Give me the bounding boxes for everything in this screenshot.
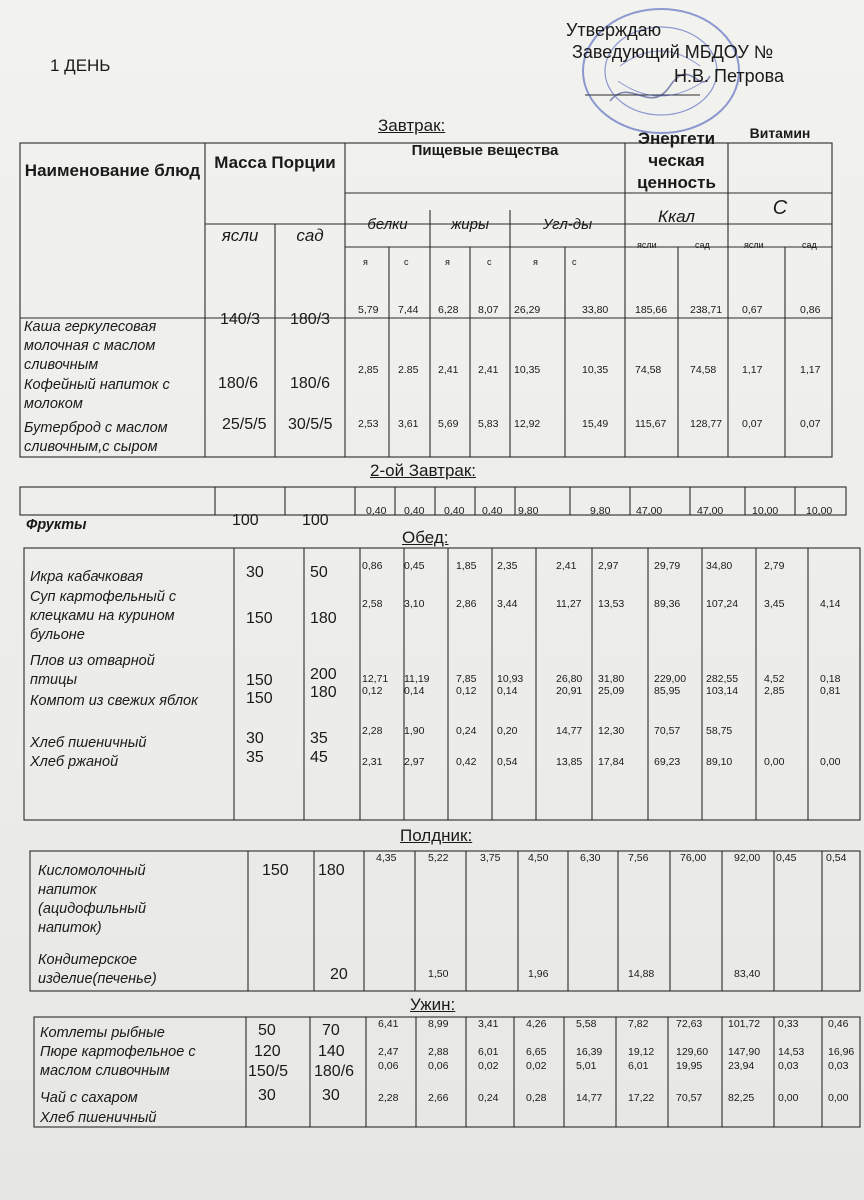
cell-fats-garden: 2,35 xyxy=(497,560,518,572)
cell-proteins-garden: 5,22 xyxy=(428,852,449,864)
header-kcal: Ккал xyxy=(658,207,695,226)
cell-kcal-nursery: 70,57 xyxy=(654,725,681,737)
cell-vitc-garden: 0,00 xyxy=(828,1092,849,1104)
cell-proteins-garden: 0,40 xyxy=(404,505,425,517)
cell-fats-nursery: 7,85 xyxy=(456,673,477,685)
cell-carbs-nursery: 12,92 xyxy=(514,418,541,430)
cell-fats-nursery: 2,41 xyxy=(438,364,459,376)
cell-carbs-nursery: 26,80 xyxy=(556,673,583,685)
cell-carbs-nursery: 6,30 xyxy=(580,852,601,864)
approval-line-1: Утверждаю xyxy=(566,20,662,40)
mass-garden: 30 xyxy=(322,1087,340,1104)
cell-carbs-garden: 33,80 xyxy=(582,304,609,316)
cell-proteins-nursery: 0,06 xyxy=(378,1060,399,1072)
subheader-nursery: ясли xyxy=(637,240,657,250)
cell-proteins-nursery: 2,28 xyxy=(362,725,383,737)
cell-proteins-garden: 3,61 xyxy=(398,418,419,430)
cell-proteins-nursery: 0,86 xyxy=(362,560,383,572)
cell-proteins-garden: 11,19 xyxy=(404,673,430,685)
cell-kcal-nursery: 29,79 xyxy=(654,560,681,572)
cell-kcal-nursery: 229,00 xyxy=(654,673,687,685)
cell-vitc-nursery: 4,52 xyxy=(764,673,785,685)
cell-fats-nursery: 6,28 xyxy=(438,304,459,316)
cell-fats-nursery: 0,40 xyxy=(444,505,465,517)
cell-fats-garden: 0,28 xyxy=(526,1092,547,1104)
cell-vitc-garden: 0,86 xyxy=(800,304,821,316)
mass-garden: 180 xyxy=(318,862,345,879)
cell-fats-garden: 6,65 xyxy=(526,1046,547,1058)
cell-vitc-nursery: 14,53 xyxy=(778,1046,805,1058)
header-carbs: Угл-ды xyxy=(542,216,593,233)
cell-vitc-garden: 16,96 xyxy=(828,1046,855,1058)
cell-proteins-nursery: 2,47 xyxy=(378,1046,399,1058)
section-snack: Полдник: xyxy=(400,826,473,845)
cell-vitc-nursery: 3,45 xyxy=(764,598,785,610)
subheader-s: с xyxy=(487,257,492,267)
cell-vitc-garden: 0,46 xyxy=(828,1018,849,1030)
dish-name: Пюре картофельное с маслом сливочным xyxy=(40,1044,196,1079)
cell-carbs-garden: 31,80 xyxy=(598,673,625,685)
cell-carbs-garden: 7,82 xyxy=(628,1018,649,1030)
mass-garden: 140 xyxy=(318,1043,345,1060)
cell-proteins-nursery: 0,12 xyxy=(362,685,383,697)
cell-proteins-garden: 7,44 xyxy=(398,304,419,316)
cell-carbs-nursery: 5,58 xyxy=(576,1018,597,1030)
dish-name: Суп картофельный с клецками на курином бульоне xyxy=(30,589,177,643)
dish-name: Хлеб пшеничный xyxy=(30,735,147,751)
dish-name: Хлеб пшеничный xyxy=(40,1110,157,1126)
cell-vitc-garden: 0,07 xyxy=(800,418,821,430)
cell-carbs-garden: 6,01 xyxy=(628,1060,649,1072)
section-dinner: Ужин: xyxy=(410,995,456,1014)
cell-proteins-garden: 0,14 xyxy=(404,685,425,697)
mass-garden: 70 xyxy=(322,1022,340,1039)
cell-fats-garden: 4,50 xyxy=(528,852,549,864)
cell-fats-garden: 0,54 xyxy=(497,756,518,768)
mass-nursery: 25/5/5 xyxy=(222,416,267,433)
cell-proteins-garden: 0,06 xyxy=(428,1060,449,1072)
cell-proteins-nursery: 6,41 xyxy=(378,1018,399,1030)
cell-fats-garden: 0,40 xyxy=(482,505,503,517)
mass-garden: 45 xyxy=(310,749,328,766)
cell-kcal-nursery: 69,23 xyxy=(654,756,681,768)
section-breakfast2: 2-ой Завтрак: xyxy=(370,461,477,480)
header-vit-c: С xyxy=(772,197,788,219)
cell-carbs-garden: 10,35 xyxy=(582,364,609,376)
cell-fats-nursery: 0,24 xyxy=(478,1092,499,1104)
header-dish-name: Наименование блюд xyxy=(24,161,201,180)
cell-kcal-nursery: 76,00 xyxy=(680,852,707,864)
mass-nursery: 30 xyxy=(258,1087,276,1104)
cell-fats-garden: 2,41 xyxy=(478,364,499,376)
cell-kcal-nursery: 72,63 xyxy=(676,1018,703,1030)
mass-garden: 180/6 xyxy=(314,1063,355,1080)
dish-name: Плов из отварной птицы xyxy=(30,653,155,688)
cell-fats-nursery: 6,01 xyxy=(478,1046,499,1058)
cell-fats-nursery: 5,69 xyxy=(438,418,459,430)
cell-fats-nursery: 0,02 xyxy=(478,1060,499,1072)
mass-garden: 35 xyxy=(310,730,328,747)
cell-carbs-nursery: 11,27 xyxy=(556,598,582,610)
cell-fats-nursery: 0,24 xyxy=(456,725,477,737)
cell-fats-garden: 1,96 xyxy=(528,968,549,980)
cell-kcal-garden: 101,72 xyxy=(728,1018,761,1030)
mass-nursery: 150/5 xyxy=(248,1063,289,1080)
cell-proteins-nursery: 2,53 xyxy=(358,418,379,430)
mass-garden: 30/5/5 xyxy=(288,416,333,433)
cell-vitc-nursery: 1,17 xyxy=(742,364,763,376)
dish-name: Чай с сахаром xyxy=(40,1090,138,1106)
mass-garden: 20 xyxy=(330,966,348,983)
cell-kcal-garden: 34,80 xyxy=(706,560,733,572)
cell-proteins-garden: 1,50 xyxy=(428,968,449,980)
header-nursery: ясли xyxy=(221,226,259,245)
cell-carbs-garden: 17,22 xyxy=(628,1092,655,1104)
mass-nursery: 30 xyxy=(246,730,264,747)
cell-fats-garden: 0,14 xyxy=(497,685,518,697)
cell-proteins-garden: 2,88 xyxy=(428,1046,449,1058)
mass-garden: 180/6 xyxy=(290,375,331,392)
cell-vitc-nursery: 0,67 xyxy=(742,304,763,316)
cell-kcal-garden: 147,90 xyxy=(728,1046,761,1058)
cell-kcal-garden: 107,24 xyxy=(706,598,739,610)
cell-vitc-nursery: 0,03 xyxy=(778,1060,799,1072)
header-proteins: белки xyxy=(367,216,408,233)
cell-vitc-garden: 4,14 xyxy=(820,598,841,610)
subheader-garden: сад xyxy=(695,240,710,250)
cell-kcal-garden: 58,75 xyxy=(706,725,733,737)
mass-garden: 50 xyxy=(310,564,328,581)
cell-kcal-garden: 23,94 xyxy=(728,1060,755,1072)
mass-nursery: 35 xyxy=(246,749,264,766)
header-fats: жиры xyxy=(450,216,490,233)
cell-kcal-garden: 103,14 xyxy=(706,685,739,697)
header-mass: Масса Порции xyxy=(214,153,336,172)
mass-garden: 180 xyxy=(310,610,337,627)
cell-kcal-nursery: 70,57 xyxy=(676,1092,703,1104)
cell-kcal-nursery: 19,95 xyxy=(676,1060,703,1072)
cell-vitc-nursery: 2,85 xyxy=(764,685,785,697)
cell-proteins-garden: 2,66 xyxy=(428,1092,449,1104)
subheader-s: с xyxy=(404,257,409,267)
cell-fats-garden: 5,83 xyxy=(478,418,499,430)
cell-carbs-garden: 2,97 xyxy=(598,560,619,572)
dish-name: Котлеты рыбные xyxy=(40,1025,165,1041)
header-garden: сад xyxy=(296,226,324,245)
cell-kcal-garden: 82,25 xyxy=(728,1092,755,1104)
mass-nursery: 50 xyxy=(258,1022,276,1039)
cell-proteins-nursery: 0,40 xyxy=(366,505,387,517)
cell-proteins-garden: 8,99 xyxy=(428,1018,449,1030)
cell-carbs-nursery: 9,80 xyxy=(518,505,539,517)
dish-name: Фрукты xyxy=(26,517,87,533)
approval-line-3: Н.В. Петрова xyxy=(674,66,784,86)
cell-fats-garden: 8,07 xyxy=(478,304,499,316)
subheader-ya: я xyxy=(533,257,538,267)
cell-vitc-nursery: 0,00 xyxy=(764,756,785,768)
mass-nursery: 150 xyxy=(246,690,273,707)
mass-nursery: 100 xyxy=(232,512,259,529)
mass-nursery: 150 xyxy=(262,862,289,879)
dish-name: Икра кабачковая xyxy=(30,569,144,585)
cell-carbs-garden: 17,84 xyxy=(598,756,625,768)
cell-vitc-garden: 0,18 xyxy=(820,673,841,685)
cell-vitc-nursery: 0,45 xyxy=(776,852,797,864)
cell-proteins-garden: 1,90 xyxy=(404,725,425,737)
cell-carbs-garden: 25,09 xyxy=(598,685,625,697)
cell-carbs-nursery: 10,35 xyxy=(514,364,541,376)
cell-carbs-nursery: 26,29 xyxy=(514,304,541,316)
mass-nursery: 180/6 xyxy=(218,375,259,392)
cell-fats-nursery: 0,42 xyxy=(456,756,477,768)
cell-fats-garden: 3,44 xyxy=(497,598,518,610)
cell-carbs-garden: 12,30 xyxy=(598,725,625,737)
cell-carbs-nursery: 5,01 xyxy=(576,1060,597,1072)
cell-kcal-garden: 47,00 xyxy=(697,505,724,517)
cell-carbs-garden: 9,80 xyxy=(590,505,611,517)
subheader-s: с xyxy=(572,257,577,267)
section-lunch: Обед: xyxy=(402,528,449,547)
cell-vitc-nursery: 0,33 xyxy=(778,1018,799,1030)
dish-name: Хлеб ржаной xyxy=(30,754,119,770)
mass-nursery: 140/3 xyxy=(220,311,261,328)
cell-kcal-nursery: 115,67 xyxy=(635,418,667,430)
cell-kcal-garden: 128,77 xyxy=(690,418,723,430)
cell-proteins-nursery: 5,79 xyxy=(358,304,379,316)
cell-fats-nursery: 0,12 xyxy=(456,685,477,697)
cell-vitc-garden: 0,81 xyxy=(820,685,841,697)
cell-carbs-garden: 13,53 xyxy=(598,598,625,610)
cell-vitc-nursery: 0,07 xyxy=(742,418,763,430)
cell-carbs-nursery: 16,39 xyxy=(576,1046,603,1058)
cell-vitc-garden: 1,17 xyxy=(800,364,821,376)
mass-nursery: 150 xyxy=(246,610,273,627)
mass-garden: 100 xyxy=(302,512,329,529)
cell-vitc-garden: 0,03 xyxy=(828,1060,849,1072)
cell-vitc-garden: 0,00 xyxy=(820,756,841,768)
mass-nursery: 120 xyxy=(254,1043,281,1060)
cell-fats-nursery: 3,41 xyxy=(478,1018,499,1030)
cell-proteins-nursery: 2,28 xyxy=(378,1092,399,1104)
subheader-garden: сад xyxy=(802,240,817,250)
mass-nursery: 150 xyxy=(246,672,273,689)
cell-vitc-nursery: 0,00 xyxy=(778,1092,799,1104)
cell-carbs-garden: 14,88 xyxy=(628,968,655,980)
cell-kcal-garden: 282,55 xyxy=(706,673,739,685)
dish-name: Кисломолочный напиток (ацидофильный напиток) xyxy=(38,863,147,936)
cell-kcal-garden: 238,71 xyxy=(690,304,723,316)
cell-proteins-nursery: 12,71 xyxy=(362,673,389,685)
cell-vitc-nursery: 10,00 xyxy=(752,505,779,517)
approval-line-2: Заведующий МБДОУ № xyxy=(572,42,774,62)
cell-kcal-nursery: 185,66 xyxy=(635,304,668,316)
cell-fats-garden: 0,02 xyxy=(526,1060,547,1072)
dish-name: Бутерброд с маслом сливочным,с сыром xyxy=(24,420,168,455)
cell-kcal-garden: 89,10 xyxy=(706,756,733,768)
cell-fats-nursery: 1,85 xyxy=(456,560,477,572)
cell-proteins-nursery: 2,31 xyxy=(362,756,383,768)
header-nutrients: Пищевые вещества xyxy=(411,142,559,159)
cell-carbs-garden: 19,12 xyxy=(628,1046,655,1058)
day-label: 1 ДЕНЬ xyxy=(50,56,111,75)
cell-kcal-nursery: 129,60 xyxy=(676,1046,709,1058)
cell-vitc-garden: 0,54 xyxy=(826,852,847,864)
mass-garden: 200 xyxy=(310,666,337,683)
dish-name: Кондитерское изделие(печенье) xyxy=(38,952,157,987)
dish-name: Каша геркулесовая молочная с маслом сливочным xyxy=(24,319,157,373)
cell-proteins-garden: 2.85 xyxy=(398,364,419,376)
cell-kcal-nursery: 74,58 xyxy=(635,364,662,376)
dish-name: Кофейный напиток с молоком xyxy=(24,377,170,412)
cell-vitc-garden: 10,00 xyxy=(806,505,833,517)
cell-vitc-nursery: 2,79 xyxy=(764,560,785,572)
cell-kcal-nursery: 85,95 xyxy=(654,685,681,697)
cell-kcal-nursery: 47,00 xyxy=(636,505,663,517)
cell-carbs-nursery: 20,91 xyxy=(556,685,583,697)
cell-kcal-nursery: 89,36 xyxy=(654,598,681,610)
cell-carbs-nursery: 2,41 xyxy=(556,560,577,572)
cell-proteins-nursery: 2,58 xyxy=(362,598,383,610)
cell-carbs-nursery: 14,77 xyxy=(576,1092,603,1104)
cell-carbs-garden: 15,49 xyxy=(582,418,609,430)
header-vitamin: Витамин xyxy=(749,125,811,141)
cell-fats-garden: 0,20 xyxy=(497,725,518,737)
subheader-ya: я xyxy=(363,257,368,267)
cell-proteins-nursery: 2,85 xyxy=(358,364,379,376)
cell-proteins-garden: 3,10 xyxy=(404,598,425,610)
cell-fats-garden: 4,26 xyxy=(526,1018,547,1030)
header-energy: Энергети ческая ценность xyxy=(637,129,716,192)
subheader-ya: я xyxy=(445,257,450,267)
cell-fats-nursery: 2,86 xyxy=(456,598,477,610)
section-breakfast: Завтрак: xyxy=(378,116,446,135)
mass-garden: 180/3 xyxy=(290,311,331,328)
mass-garden: 180 xyxy=(310,684,337,701)
cell-carbs-garden: 7,56 xyxy=(628,852,649,864)
cell-kcal-garden: 92,00 xyxy=(734,852,761,864)
cell-fats-garden: 10,93 xyxy=(497,673,524,685)
cell-kcal-garden: 74,58 xyxy=(690,364,717,376)
cell-kcal-garden: 83,40 xyxy=(734,968,761,980)
dish-name: Компот из свежих яблок xyxy=(30,693,198,709)
cell-carbs-nursery: 13,85 xyxy=(556,756,583,768)
cell-carbs-nursery: 14,77 xyxy=(556,725,583,737)
cell-fats-nursery: 3,75 xyxy=(480,852,501,864)
cell-proteins-nursery: 4,35 xyxy=(376,852,397,864)
cell-proteins-garden: 0,45 xyxy=(404,560,425,572)
mass-nursery: 30 xyxy=(246,564,264,581)
subheader-nursery: ясли xyxy=(744,240,764,250)
cell-proteins-garden: 2,97 xyxy=(404,756,425,768)
